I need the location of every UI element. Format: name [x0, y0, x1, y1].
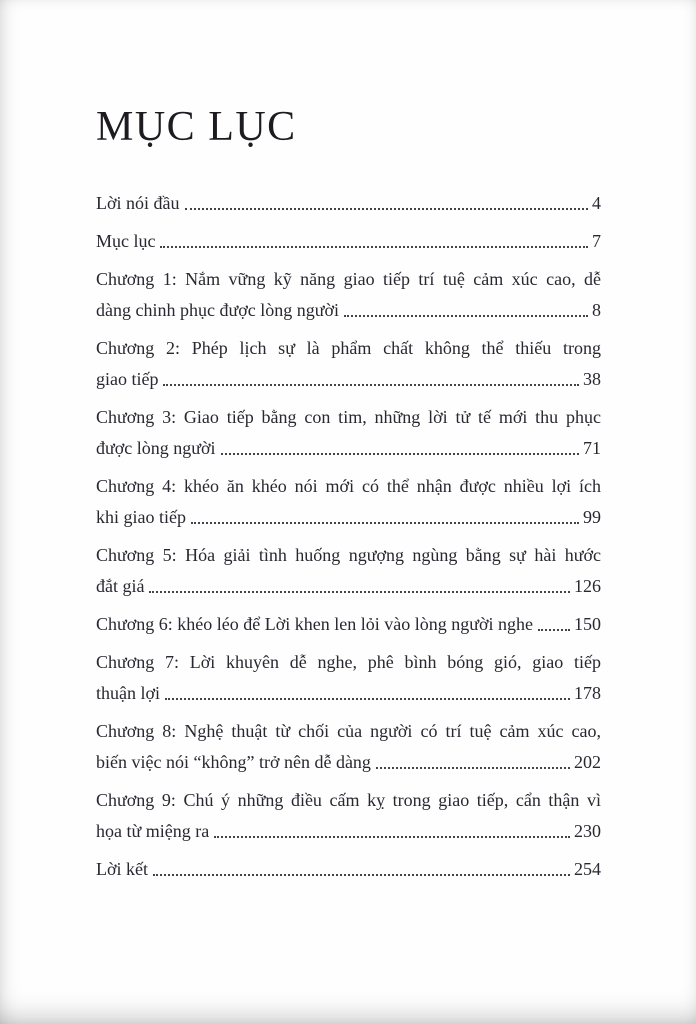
dot-leader: [191, 522, 579, 524]
toc-entry-lastline: [96, 188, 601, 219]
dot-leader: [165, 698, 570, 700]
toc-entry-text: Lời kết: [96, 859, 149, 880]
toc-entry-lastline: [96, 295, 601, 326]
dot-leader: [344, 315, 588, 317]
toc-entry-line: Chương 5: Hóa giải tình huống ngượng ngùng bằng sự hài hước: [96, 545, 601, 566]
dot-leader: [538, 629, 570, 631]
toc-entry-lastline: [96, 609, 601, 640]
toc-entry-line: Chương 9: Chú ý những điều cấm kỵ trong giao tiếp, cẩn thận vì: [96, 790, 601, 811]
toc-entry-line: Chương 2: Phép lịch sự là phẩm chất không thể thiếu trong: [96, 338, 601, 359]
toc-entry-text: đắt giá: [96, 576, 145, 597]
toc-entry-line: Chương 8: Nghệ thuật từ chối của người có trí tuệ cảm xúc cao,: [96, 721, 601, 742]
toc-entry-text: giao tiếp: [96, 369, 159, 390]
page-title: MỤC LỤC: [96, 104, 297, 150]
page-number: 202: [574, 752, 601, 773]
toc-entry: [96, 854, 601, 885]
toc-entry: [96, 402, 601, 464]
toc-entry-text: thuận lợi: [96, 683, 161, 704]
toc-entry-text: họa từ miệng ra: [96, 821, 210, 842]
toc-entry-text: được lòng người: [96, 438, 216, 459]
table-of-contents: [96, 188, 601, 885]
toc-entry: [96, 647, 601, 709]
toc-entry-text: Mục lục: [96, 231, 156, 252]
toc-entry-text: biến việc nói “không” trở nên dễ dàng: [96, 752, 371, 773]
toc-entry-line: Chương 7: Lời khuyên dễ nghe, phê bình bóng gió, giao tiếp: [96, 652, 601, 673]
page-number: 150: [574, 614, 601, 635]
dot-leader: [163, 384, 579, 386]
toc-entry-line: Chương 1: Nắm vững kỹ năng giao tiếp trí tuệ cảm xúc cao, dễ: [96, 269, 601, 290]
toc-entry-line: Chương 4: khéo ăn khéo nói mới có thể nhận được nhiều lợi ích: [96, 476, 601, 497]
toc-entry-lastline: [96, 816, 601, 847]
page-number: 8: [592, 300, 601, 321]
toc-entry-text: dàng chinh phục được lòng người: [96, 300, 340, 321]
toc-entry: [96, 609, 601, 640]
toc-entry-lastline: [96, 364, 601, 395]
page-number: 178: [574, 683, 601, 704]
dot-leader: [214, 836, 570, 838]
toc-entry: [96, 264, 601, 326]
toc-entry-lastline: [96, 502, 601, 533]
page-number: 4: [592, 193, 601, 214]
toc-entry-lastline: [96, 854, 601, 885]
toc-entry: [96, 785, 601, 847]
toc-entry: [96, 471, 601, 533]
dot-leader: [376, 767, 570, 769]
page-number: 99: [583, 507, 601, 528]
toc-entry: [96, 226, 601, 257]
page-number: 126: [574, 576, 601, 597]
dot-leader: [185, 208, 588, 210]
page-number: 230: [574, 821, 601, 842]
toc-entry-lastline: [96, 226, 601, 257]
toc-entry: [96, 716, 601, 778]
page-number: 71: [583, 438, 601, 459]
dot-leader: [221, 453, 579, 455]
page-number: 254: [574, 859, 601, 880]
toc-entry-text: khi giao tiếp: [96, 507, 186, 528]
page-number: 7: [592, 231, 601, 252]
toc-entry-lastline: [96, 433, 601, 464]
toc-entry-lastline: [96, 747, 601, 778]
toc-entry: [96, 333, 601, 395]
toc-entry-text: Lời nói đầu: [96, 193, 180, 214]
dot-leader: [149, 591, 570, 593]
toc-entry-lastline: [96, 571, 601, 602]
dot-leader: [153, 874, 570, 876]
toc-entry: [96, 188, 601, 219]
toc-entry: [96, 540, 601, 602]
page-number: 38: [583, 369, 601, 390]
toc-entry-text: Chương 6: khéo léo để Lời khen len lỏi vào lòng người nghe: [96, 614, 534, 635]
dot-leader: [160, 246, 588, 248]
toc-entry-lastline: [96, 678, 601, 709]
toc-entry-line: Chương 3: Giao tiếp bằng con tim, những lời tử tế mới thu phục: [96, 407, 601, 428]
